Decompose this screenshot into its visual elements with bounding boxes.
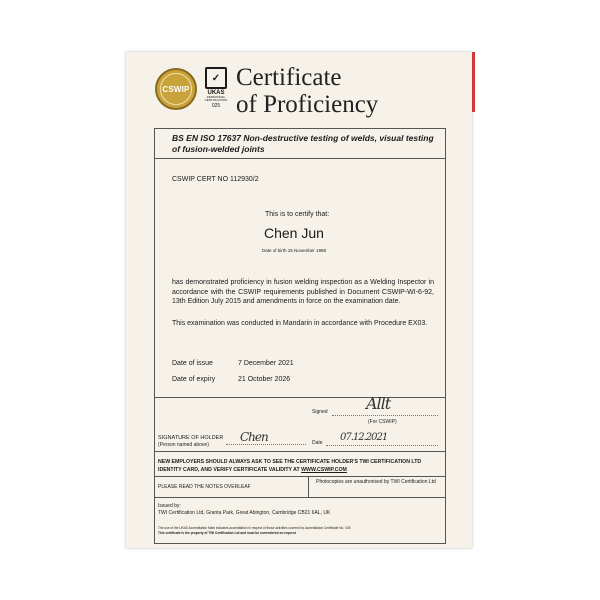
issue-date-value: 7 December 2021 xyxy=(238,360,294,367)
divider-footer-row xyxy=(154,476,446,477)
cswip-signature-line xyxy=(332,415,438,416)
cswip-website-link[interactable]: WWW.CSWIP.COM xyxy=(301,467,347,473)
employer-notice-text: NEW EMPLOYERS SHOULD ALWAYS ASK TO SEE THE CERTIFICATE HOLDER'S TWI CERTIFICATION LTD IDENTITY CARD, AND VERIFY CERTIFICATE VALIDITY AT xyxy=(158,459,422,473)
notes-overleaf: PLEASE READ THE NOTES OVERLEAF xyxy=(158,484,251,490)
certificate-scope: BS EN ISO 17637 Non-destructive testing of welds, visual testing of fusion-welded joints xyxy=(172,133,434,154)
holder-handwritten-signature: Chen xyxy=(240,430,268,444)
date-label: Date xyxy=(312,440,323,446)
issuer-address: TWI Certification Ltd, Granta Park, Great Abington, Cambridge CB21 6AL, UK xyxy=(158,510,331,516)
date-line xyxy=(326,445,438,446)
handwritten-date: 07.12.2021 xyxy=(340,432,388,443)
certificate-title xyxy=(236,64,436,118)
photocopy-notice: Photocopies are unauthorised by TWI Certification Ltd xyxy=(316,479,436,485)
divider-scope xyxy=(154,158,446,159)
issued-by-label: Issued by: xyxy=(158,503,181,509)
cswip-logo-text: CSWIP xyxy=(160,73,192,105)
divider-notice xyxy=(154,451,446,452)
issue-date-label: Date of issue xyxy=(172,360,213,367)
proficiency-paragraph: has demonstrated proficiency in fusion welding inspection as a Welding Inspector in accordance with the CSWIP requirements published in Document CSWIP-WI-6-92, 13th Edition July 2015 and amendments in force on the examination date. xyxy=(172,279,434,305)
examination-paragraph: This examination was conducted in Mandarin in accordance with Procedure EX03. xyxy=(172,320,428,327)
ukas-logo-text: UKAS xyxy=(207,90,225,96)
ukas-number: 025 xyxy=(211,103,221,109)
date-of-birth: Date of birth 15 November 1988 xyxy=(262,248,327,253)
cswip-logo xyxy=(155,68,197,110)
cert-number: CSWIP CERT NO 112930/2 xyxy=(172,176,259,183)
holder-signature-line xyxy=(226,444,306,445)
ukas-accreditation-note: The use of the UKAS Accreditation Mark indicates accreditation in respect of those activities covered by Accreditation Certificate No. 025 xyxy=(158,526,351,530)
expiry-date-label: Date of expiry xyxy=(172,376,216,383)
holder-signature-label: SIGNATURE OF HOLDER xyxy=(158,435,224,441)
fine-print xyxy=(158,526,443,535)
title-line2: of Proficiency xyxy=(236,91,379,118)
title-line1: Certificate xyxy=(236,64,342,91)
ukas-logo xyxy=(201,67,231,119)
expiry-date-value: 21 October 2026 xyxy=(238,376,291,383)
divider-signatures xyxy=(154,397,446,398)
ukas-sub-text: PERSONNEL CERTIFICATION xyxy=(204,95,228,102)
signed-label: Signed xyxy=(312,409,328,415)
employer-notice xyxy=(158,458,443,474)
cswip-handwritten-signature: Allt xyxy=(366,394,391,413)
for-cswip-label: (For CSWIP) xyxy=(368,419,397,425)
certify-text: This is to certify that: xyxy=(265,211,330,218)
footer-row-separator xyxy=(308,476,309,497)
divider-issued xyxy=(154,497,446,498)
holder-name: Chen Jun xyxy=(264,225,324,241)
property-note: This certificate is the property of TWI Certification Ltd and must be surrendered on request xyxy=(158,530,296,535)
holder-signature-sublabel: (Person named above) xyxy=(158,442,209,448)
ukas-check-icon: ✓ xyxy=(205,67,227,89)
red-edge-strip xyxy=(472,52,475,112)
